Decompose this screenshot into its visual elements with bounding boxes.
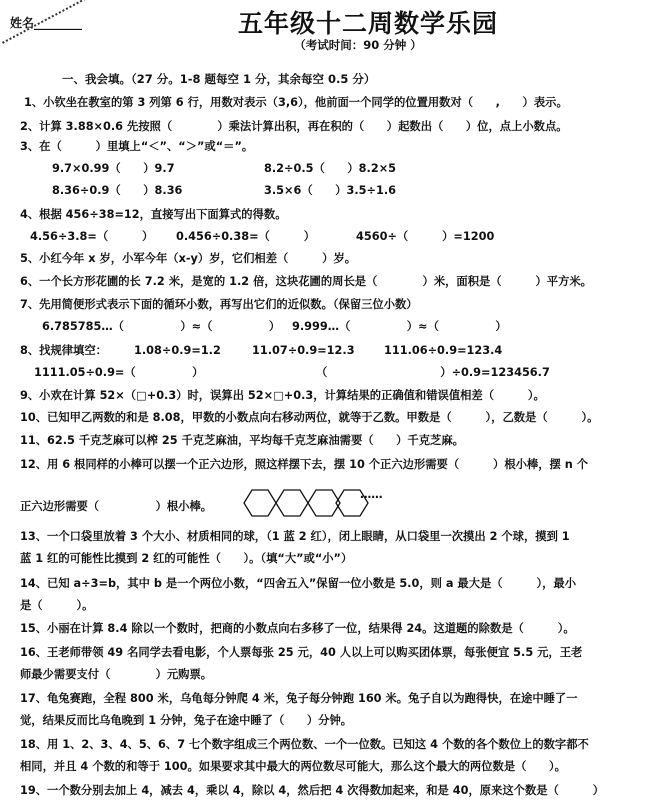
- question-16-line-1: 16、王老师带领 49 名同学去看电影，个人票每张 25 元，40 人以上可以购买团体票，每张便宜 5.5 元，王老: [20, 646, 583, 659]
- question-5: 5、小红今年 x 岁，小军今年（x-y）岁，它们相差（ ）岁。: [20, 252, 357, 265]
- question-4-item-a: 4.56÷3.8=（ ）: [30, 230, 154, 243]
- question-17-line-2: 觉，结果反而比乌龟晚到 1 分钟，兔子在途中睡了（ ）分钟。: [20, 714, 353, 727]
- question-4-item-b: 0.456÷0.38=（ ）: [176, 230, 316, 243]
- question-4-item-c: 4560÷（ ）=1200: [356, 230, 495, 243]
- question-3-stem: 3、在（ ）里填上“＜”、“＞”或“＝”。: [20, 140, 254, 153]
- hexagon: [276, 490, 308, 516]
- question-12-line-1: 12、用 6 根同样的小棒可以摆一个正六边形，照这样摆下去，摆 10 个正六边形需要（ ）根小棒，摆 n 个: [20, 458, 589, 471]
- question-8-item-b: 11.07÷0.9=12.3: [252, 344, 355, 357]
- question-18-line-2: 相同，并且 4 个数的和等于 100。如果要求其中最大的两位数尽可能大，那么这个最大的两位数是（ ）。: [20, 760, 566, 773]
- question-8-item-d: 1111.05÷0.9=（ ）: [34, 366, 204, 379]
- exam-time: （考试时间：90 分钟 ）: [294, 38, 422, 52]
- question-7-item-a: 6.785785…（ ）≈（ ）: [42, 320, 281, 333]
- section-heading: 一、我会填。（27 分。1-8 题每空 1 分，其余每空 0.5 分）: [62, 72, 376, 86]
- question-18-line-1: 18、用 1、2、3、4、5、6、7 七个数字组成三个两位数、一个一位数。已知这 4 个数的各个数位上的数字都不: [20, 738, 589, 751]
- question-3-item-b: 8.2÷0.5（ ）8.2×5: [264, 162, 397, 175]
- question-13-line-2: 蓝 1 红的可能性比摸到 2 红的可能性（ ）。（填“大”或“小”）: [20, 552, 353, 565]
- question-13-line-1: 13、一个口袋里放着 3 个大小、材质相同的球，（1 蓝 2 红），闭上眼睛，从口袋里一次摸出 2 个球，摸到 1: [20, 530, 570, 543]
- question-8-item-e: （ ）÷0.9=123456.7: [316, 366, 550, 379]
- question-3-item-d: 3.5×6（ ）3.5÷1.6: [264, 184, 397, 197]
- question-10: 10、已知甲乙两数的和是 8.08，甲数的小数点向右移动两位，就等于乙数。甲数是（ ），乙数是（ ）。: [20, 411, 599, 424]
- question-15: 15、小丽在计算 8.4 除以一个数时，把商的小数点向右多移了一位，结果得 24。这道题的除数是（ ）。: [20, 622, 575, 635]
- question-7-item-b: 9.999…（ ）≈（ ）: [292, 320, 507, 333]
- question-1: 1、小钦坐在教室的第 3 列第 6 行，用数对表示（3,6），他前面一个同学的位置用数对（ , ）表示。: [24, 96, 568, 109]
- question-8-item-c: 111.06÷0.9=123.4: [384, 344, 503, 357]
- hexagon: [308, 490, 340, 516]
- question-8-item-a: 1.08÷0.9=1.2: [134, 344, 221, 357]
- question-17-line-1: 17、龟兔赛跑，全程 800 米，乌龟每分钟爬 4 米，兔子每分钟跑 160 米。兔子自以为跑得快，在途中睡了一: [20, 692, 578, 705]
- question-4-stem: 4、根据 456÷38=12，直接写出下面算式的得数。: [20, 208, 287, 221]
- hexagon-chain-figure: [240, 483, 370, 523]
- page-title: 五年级十二周数学乐园: [237, 9, 498, 38]
- question-14-line-1: 14、已知 a÷3=b，其中 b 是一个两位小数，“四舍五入”保留一位小数是 5.0，则 a 最大是（ ），最小: [20, 577, 577, 590]
- question-11: 11、62.5 千克芝麻可以榨 25 千克芝麻油，平均每千克芝麻油需要（ ）千克芝麻。: [20, 434, 464, 447]
- question-6: 6、一个长方形花圃的长 7.2 米，是宽的 1.2 倍，这块花圃的周长是（ ）米，面积是（ ）平方米。: [20, 275, 592, 288]
- question-2: 2、计算 3.88×0.6 先按照（ ）乘法计算出积，再在积的（ ）起数出（ ）位，点上小数点。: [20, 120, 568, 133]
- question-12-line-2: 正六边形需要（ ）根小棒。: [20, 500, 213, 513]
- question-9: 9、小欢在计算 52×（□+0.3）时，误算出 52×□+0.3，计算结果的正确值和错误值相差（ ）。: [20, 389, 545, 402]
- student-name-label: 姓名________: [10, 16, 83, 30]
- question-8-stem: 8、找规律填空：: [20, 344, 107, 357]
- hexagon: [244, 490, 276, 516]
- question-16-line-2: 师最少需要支付（ ）元购票。: [20, 668, 213, 681]
- question-19: 19、一个数分别去加上 4，减去 4，乘以 4，除以 4，然后把 4 次得数加起来，和是 40，原来这个数是（ ）: [20, 784, 605, 797]
- question-7-stem: 7、先用简便形式表示下面的循环小数，再写出它们的近似数。（保留三位小数）: [20, 298, 418, 311]
- continuation-dots: ……: [360, 488, 383, 501]
- question-3-item-a: 9.7×0.99（ ）9.7: [52, 162, 175, 175]
- question-14-line-2: 是（ ）。: [20, 599, 94, 612]
- question-3-item-c: 8.36÷0.9（ ）8.36: [52, 184, 183, 197]
